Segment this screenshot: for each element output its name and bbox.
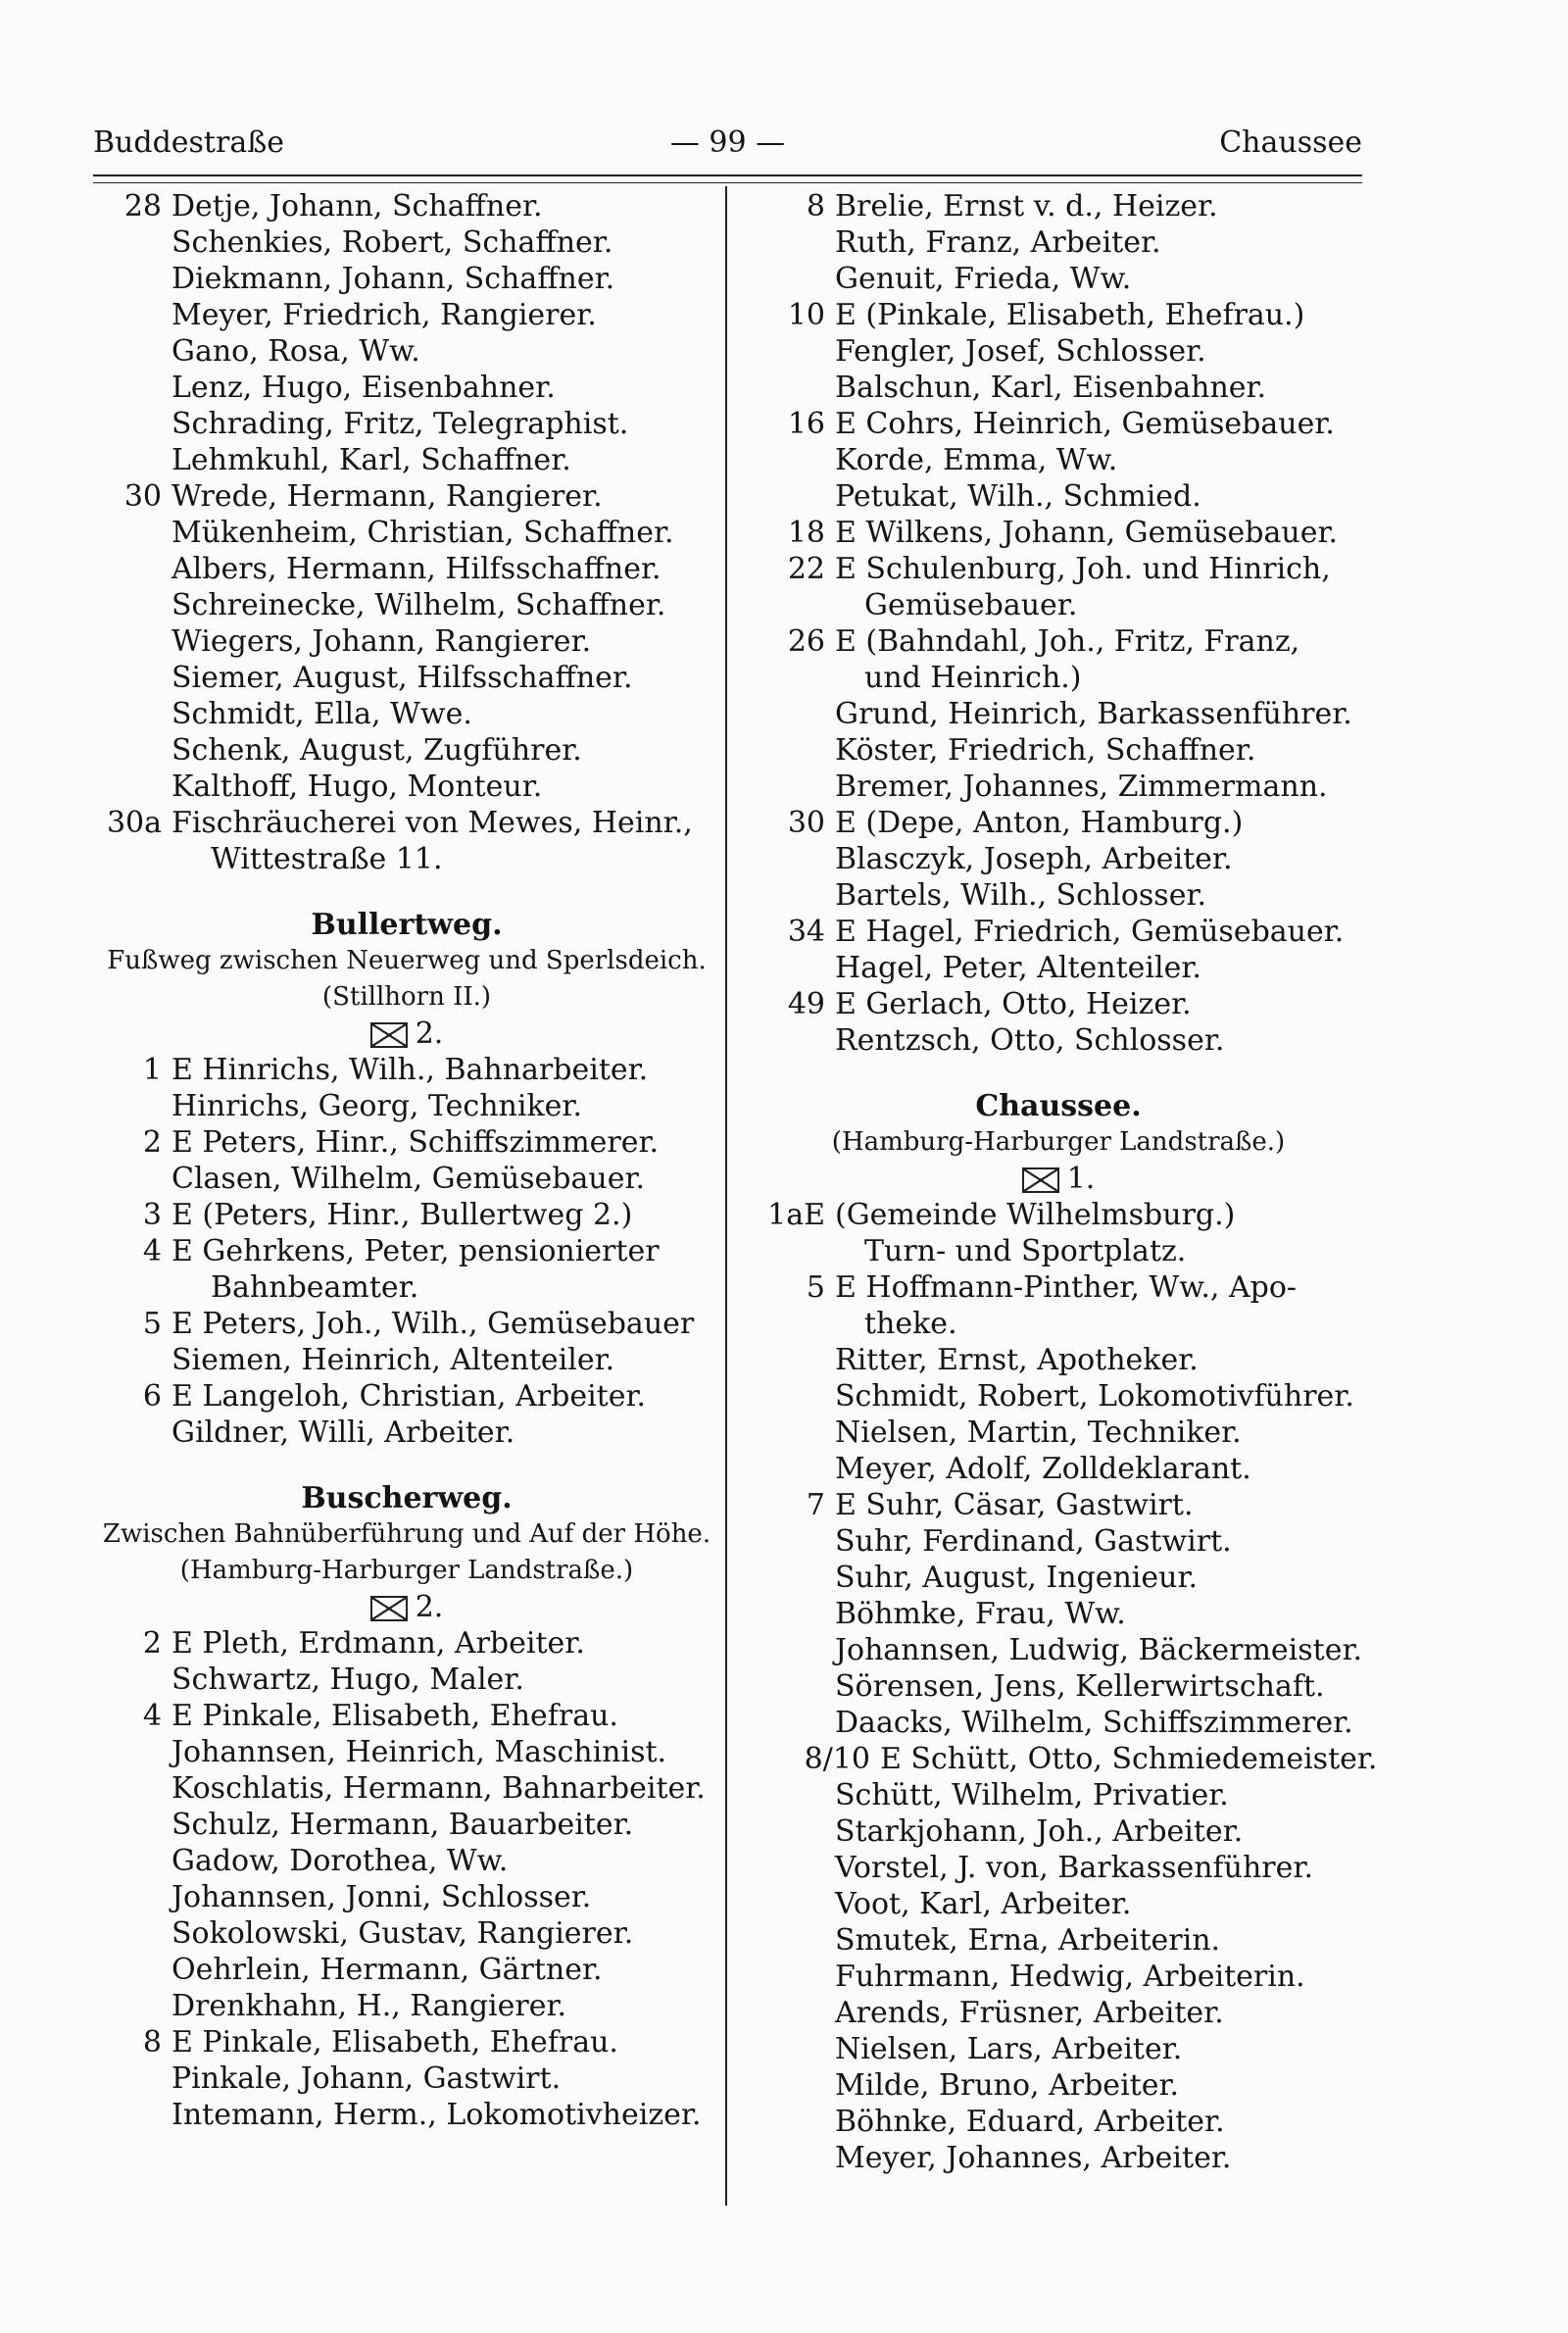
resident-entry: Arends, Früsner, Arbeiter. — [835, 1996, 1224, 2030]
resident-entry: Vorstel, J. von, Barkassenführer. — [835, 1851, 1313, 1885]
directory-entry — [93, 1879, 720, 1915]
directory-entry — [93, 1662, 720, 1698]
resident-entry: E (Bahndahl, Joh., Fritz, Franz, — [835, 624, 1300, 659]
directory-entry — [93, 2097, 720, 2133]
directory-entry — [755, 1378, 1362, 1415]
directory-entry — [93, 1269, 720, 1306]
directory-entry — [755, 515, 1362, 551]
directory-entry — [93, 261, 720, 297]
directory-entry — [93, 1124, 720, 1161]
directory-entry — [93, 769, 720, 805]
directory-entry — [93, 1952, 720, 1988]
house-number: 30 — [123, 479, 162, 514]
resident-entry: Voot, Karl, Arbeiter. — [835, 1887, 1132, 1921]
resident-entry: Ruth, Franz, Arbeiter. — [835, 225, 1161, 260]
directory-entry — [93, 805, 720, 841]
directory-entry — [755, 1596, 1362, 1632]
directory-entry — [755, 1668, 1362, 1705]
envelope-icon — [370, 1596, 408, 1621]
resident-entry: E Suhr, Cäsar, Gastwirt. — [835, 1488, 1194, 1522]
resident-entry: Genuit, Frieda, Ww. — [835, 262, 1132, 296]
house-number: 34 — [787, 915, 825, 949]
directory-entry — [755, 1197, 1362, 1233]
envelope-icon — [370, 1022, 408, 1048]
directory-entry — [755, 478, 1362, 515]
resident-entry: Suhr, Ferdinand, Gastwirt. — [835, 1524, 1232, 1559]
section-gap — [93, 877, 720, 907]
directory-entry — [755, 1777, 1362, 1813]
resident-entry: Clasen, Wilhelm, Gemüsebauer. — [172, 1162, 646, 1196]
directory-entry — [755, 1959, 1362, 1995]
directory-entry — [93, 1734, 720, 1770]
resident-entry: Bahnbeamter. — [211, 1270, 419, 1305]
resident-entry: Suhr, August, Ingenieur. — [835, 1561, 1199, 1595]
resident-entry: Detje, Johann, Schaffner. — [172, 189, 543, 223]
directory-entry — [93, 1233, 720, 1269]
directory-entry — [93, 188, 720, 224]
directory-entry — [93, 1698, 720, 1734]
directory-entry — [755, 877, 1362, 914]
directory-entry — [755, 188, 1362, 224]
postal-district-number: 1. — [1066, 1162, 1096, 1196]
envelope-icon — [1022, 1167, 1059, 1193]
resident-entry: theke. — [864, 1307, 957, 1341]
directory-entry — [93, 297, 720, 333]
house-number: 2 — [142, 1125, 162, 1160]
right-column — [755, 188, 1378, 2176]
directory-entry — [755, 1922, 1362, 1959]
house-number: 8 — [142, 2025, 162, 2060]
directory-entry — [755, 333, 1362, 370]
directory-entry — [93, 370, 720, 406]
directory-entry — [93, 1415, 720, 1451]
directory-entry — [755, 442, 1362, 478]
resident-entry: Wiegers, Johann, Rangierer. — [172, 624, 592, 659]
directory-entry — [755, 986, 1362, 1022]
street-heading: Bullertweg. — [311, 908, 503, 942]
directory-entry — [93, 442, 720, 478]
directory-entry — [93, 1807, 720, 1843]
directory-entry — [755, 950, 1362, 986]
postal-district — [755, 1161, 1362, 1197]
resident-entry: E Schulenburg, Joh. und Hinrich, — [835, 552, 1331, 586]
directory-entry — [93, 587, 720, 623]
directory-entry — [93, 696, 720, 732]
directory-entry — [755, 406, 1362, 442]
house-number: 22 — [787, 552, 825, 586]
directory-entry — [93, 406, 720, 442]
directory-entry — [755, 370, 1362, 406]
resident-entry: Meyer, Johannes, Arbeiter. — [835, 2141, 1232, 2175]
running-header — [93, 125, 1362, 174]
resident-entry: Gano, Rosa, Ww. — [172, 334, 420, 369]
house-number: 28 — [123, 189, 162, 223]
resident-entry: Albers, Hermann, Hilfsschaffner. — [172, 552, 662, 586]
directory-entry — [755, 2067, 1362, 2104]
resident-entry: E Pleth, Erdmann, Arbeiter. — [172, 1626, 585, 1661]
directory-entry — [755, 1705, 1362, 1741]
resident-entry: Hinrichs, Georg, Techniker. — [172, 1089, 582, 1123]
directory-entry — [755, 1342, 1362, 1378]
directory-entry — [755, 841, 1362, 877]
resident-entry: Meyer, Adolf, Zolldeklarant. — [835, 1452, 1251, 1486]
directory-entry — [755, 551, 1362, 587]
directory-entry — [93, 551, 720, 587]
directory-entry — [93, 1770, 720, 1807]
directory-entry — [93, 1378, 720, 1415]
resident-entry: Siemer, August, Hilfsschaffner. — [172, 661, 633, 695]
left-column — [93, 188, 720, 2133]
directory-entry — [755, 261, 1362, 297]
house-number: 3 — [142, 1198, 162, 1232]
directory-entry — [755, 696, 1362, 732]
resident-entry: Intemann, Herm., Lokomotivheizer. — [172, 2098, 702, 2132]
resident-entry: E Hoffmann-Pinther, Ww., Apo- — [835, 1270, 1298, 1305]
resident-entry: Fuhrmann, Hedwig, Arbeiterin. — [835, 1960, 1305, 1994]
resident-entry: Böhnke, Eduard, Arbeiter. — [835, 2105, 1225, 2139]
resident-entry: Böhmke, Frau, Ww. — [835, 1597, 1126, 1631]
directory-entry — [755, 1886, 1362, 1922]
directory-entry — [755, 660, 1362, 696]
directory-entry — [755, 1487, 1362, 1523]
resident-entry: E Pinkale, Elisabeth, Ehefrau. — [172, 1699, 618, 1733]
resident-entry: Oehrlein, Hermann, Gärtner. — [172, 1953, 603, 1987]
resident-entry: E Hinrichs, Wilh., Bahnarbeiter. — [172, 1053, 649, 1087]
directory-entry — [93, 1915, 720, 1952]
resident-entry: Fengler, Josef, Schlosser. — [835, 334, 1206, 369]
resident-entry: Grund, Heinrich, Barkassenführer. — [835, 697, 1352, 731]
directory-entry — [755, 1233, 1362, 1269]
directory-entry — [755, 1269, 1362, 1306]
resident-entry: Bartels, Wilh., Schlosser. — [835, 878, 1207, 913]
house-number: 2 — [142, 1626, 162, 1661]
resident-entry: Balschun, Karl, Eisenbahner. — [835, 371, 1267, 405]
directory-entry — [755, 623, 1362, 660]
directory-entry — [755, 587, 1362, 623]
resident-entry: Kalthoff, Hugo, Monteur. — [172, 769, 543, 804]
resident-entry: E Langeloh, Christian, Arbeiter. — [172, 1379, 647, 1414]
directory-entry — [755, 1523, 1362, 1560]
resident-entry: Wittestraße 11. — [211, 842, 443, 876]
directory-entry — [93, 732, 720, 769]
house-number: 49 — [787, 987, 825, 1021]
resident-entry: Pinkale, Johann, Gastwirt. — [172, 2061, 562, 2096]
resident-entry: E Wilkens, Johann, Gemüsebauer. — [835, 516, 1339, 550]
directory-entry — [755, 1813, 1362, 1850]
resident-entry: Rentzsch, Otto, Schlosser. — [835, 1023, 1225, 1058]
directory-entry — [93, 1052, 720, 1088]
resident-entry: Blasczyk, Joseph, Arbeiter. — [835, 842, 1233, 876]
directory-entry — [93, 841, 720, 877]
street-description: (Stillhorn II.) — [321, 982, 492, 1012]
house-number: 30 — [787, 806, 825, 840]
house-number: 4 — [142, 1234, 162, 1268]
resident-entry: Lehmkuhl, Karl, Schaffner. — [172, 443, 571, 477]
resident-entry: Smutek, Erna, Arbeiterin. — [835, 1923, 1221, 1958]
postal-district-number: 2. — [415, 1017, 444, 1051]
directory-entry — [755, 914, 1362, 950]
resident-entry: E Peters, Hinr., Schiffszimmerer. — [172, 1125, 660, 1160]
resident-entry: Schütt, Wilhelm, Privatier. — [835, 1778, 1229, 1812]
page-number: — 99 — — [669, 125, 786, 160]
directory-entry — [93, 1625, 720, 1662]
directory-entry — [93, 1988, 720, 2024]
directory-entry — [93, 333, 720, 370]
directory-entry — [755, 1451, 1362, 1487]
resident-entry: und Heinrich.) — [864, 661, 1082, 695]
resident-entry: Schmidt, Robert, Lokomotivführer. — [835, 1379, 1354, 1414]
resident-entry: Schrading, Fritz, Telegraphist. — [172, 407, 629, 441]
resident-entry: Schwartz, Hugo, Maler. — [172, 1663, 524, 1697]
directory-entry — [755, 1632, 1362, 1668]
house-number: 16 — [787, 407, 825, 441]
resident-entry: Meyer, Friedrich, Rangierer. — [172, 298, 597, 332]
resident-entry: Schenkies, Robert, Schaffner. — [172, 225, 613, 260]
directory-entry — [755, 769, 1362, 805]
house-number: 8/10 — [804, 1742, 870, 1776]
resident-entry: E Gehrkens, Peter, pensionierter — [172, 1234, 660, 1268]
directory-entry — [755, 2140, 1362, 2176]
header-left-street: Buddestraße — [93, 125, 284, 160]
resident-entry: Daacks, Wilhelm, Schiffszimmerer. — [835, 1706, 1353, 1740]
header-rule-thin — [93, 182, 1362, 183]
directory-entry — [93, 1197, 720, 1233]
resident-entry: Nielsen, Lars, Arbeiter. — [835, 2032, 1183, 2066]
resident-entry: Wrede, Hermann, Rangierer. — [172, 479, 603, 514]
directory-entry — [755, 1995, 1362, 2031]
house-number: 7 — [806, 1488, 825, 1522]
postal-district — [93, 1589, 720, 1625]
street-description: (Hamburg-Harburger Landstraße.) — [831, 1127, 1286, 1157]
directory-entry — [755, 224, 1362, 261]
resident-entry: Sörensen, Jens, Kellerwirtschaft. — [835, 1669, 1325, 1704]
resident-entry: Nielsen, Martin, Techniker. — [835, 1415, 1242, 1450]
directory-entry — [93, 1088, 720, 1124]
directory-entry — [755, 732, 1362, 769]
house-number: 10 — [787, 298, 825, 332]
resident-entry: Fischräucherei von Mewes, Heinr., — [172, 806, 693, 840]
section-gap — [755, 1059, 1362, 1088]
resident-entry: E Schütt, Otto, Schmiedemeister. — [880, 1742, 1378, 1776]
directory-entry — [755, 1415, 1362, 1451]
resident-entry: Schmidt, Ella, Wwe. — [172, 697, 472, 731]
directory-entry — [93, 478, 720, 515]
directory-entry — [93, 1306, 720, 1342]
house-number: 18 — [787, 516, 825, 550]
directory-entry — [93, 2024, 720, 2060]
resident-entry: Johannsen, Heinrich, Maschinist. — [172, 1735, 667, 1769]
directory-entry — [93, 623, 720, 660]
directory-entry — [755, 2031, 1362, 2067]
resident-entry: E (Pinkale, Elisabeth, Ehefrau.) — [835, 298, 1305, 332]
resident-entry: Schenk, August, Zugführer. — [172, 733, 582, 768]
header-right-street: Chaussee — [1219, 125, 1362, 160]
resident-entry: Turn- und Sportplatz. — [864, 1234, 1187, 1268]
resident-entry: Johannsen, Jonni, Schlosser. — [172, 1880, 592, 1914]
resident-entry: Starkjohann, Joh., Arbeiter. — [835, 1814, 1244, 1849]
directory-entry — [755, 1850, 1362, 1886]
house-number: 4 — [142, 1699, 162, 1733]
directory-entry — [755, 805, 1362, 841]
resident-entry: Johannsen, Ludwig, Bäckermeister. — [835, 1633, 1363, 1667]
resident-entry: E Pinkale, Elisabeth, Ehefrau. — [172, 2025, 618, 2060]
resident-entry: Gemüsebauer. — [864, 588, 1078, 622]
street-description: Fußweg zwischen Neuerweg und Sperlsdeich. — [107, 946, 707, 975]
house-number: 1 — [142, 1053, 162, 1087]
resident-entry: E (Depe, Anton, Hamburg.) — [835, 806, 1244, 840]
directory-entry — [93, 2060, 720, 2097]
resident-entry: Korde, Emma, Ww. — [835, 443, 1118, 477]
directory-entry — [93, 224, 720, 261]
directory-entry — [755, 2104, 1362, 2140]
header-rule — [93, 174, 1362, 176]
resident-entry: E (Peters, Hinr., Bullertweg 2.) — [172, 1198, 633, 1232]
directory-entry — [755, 1741, 1378, 1777]
resident-entry: Koschlatis, Hermann, Bahnarbeiter. — [172, 1771, 706, 1806]
resident-entry: Siemen, Heinrich, Altenteiler. — [172, 1343, 615, 1377]
house-number: 30a — [106, 806, 162, 840]
resident-entry: Köster, Friedrich, Schaffner. — [835, 733, 1256, 768]
resident-entry: Mükenheim, Christian, Schaffner. — [172, 516, 674, 550]
resident-entry: Hagel, Peter, Altenteiler. — [835, 951, 1201, 985]
resident-entry: Diekmann, Johann, Schaffner. — [172, 262, 615, 296]
resident-entry: Milde, Bruno, Arbeiter. — [835, 2068, 1180, 2103]
postal-district — [93, 1016, 720, 1052]
street-description: (Hamburg-Harburger Landstraße.) — [179, 1556, 634, 1585]
house-number: 5 — [806, 1270, 825, 1305]
directory-entry — [755, 1306, 1362, 1342]
street-heading: Chaussee. — [975, 1089, 1142, 1123]
house-number: 1aE — [767, 1198, 825, 1232]
resident-entry: E Gerlach, Otto, Heizer. — [835, 987, 1192, 1021]
resident-entry: Lenz, Hugo, Eisenbahner. — [172, 371, 556, 405]
resident-entry: Sokolowski, Gustav, Rangierer. — [172, 1916, 634, 1951]
street-description: Zwischen Bahnüberführung und Auf der Höhe. — [102, 1519, 711, 1549]
directory-entry — [93, 1161, 720, 1197]
directory-entry — [93, 515, 720, 551]
resident-entry: Schreinecke, Wilhelm, Schaffner. — [172, 588, 666, 622]
resident-entry: E Hagel, Friedrich, Gemüsebauer. — [835, 915, 1345, 949]
house-number: 6 — [142, 1379, 162, 1414]
resident-entry: Petukat, Wilh., Schmied. — [835, 479, 1201, 514]
directory-entry — [755, 297, 1362, 333]
postal-district-number: 2. — [415, 1590, 444, 1624]
resident-entry: Schulz, Hermann, Bauarbeiter. — [172, 1808, 634, 1842]
directory-entry — [93, 1342, 720, 1378]
street-heading: Buscherweg. — [301, 1481, 513, 1515]
resident-entry: Brelie, Ernst v. d., Heizer. — [835, 189, 1218, 223]
resident-entry: E Cohrs, Heinrich, Gemüsebauer. — [835, 407, 1335, 441]
directory-entry — [93, 1843, 720, 1879]
resident-entry: (Gemeinde Wilhelmsburg.) — [835, 1198, 1236, 1232]
resident-entry: Ritter, Ernst, Apotheker. — [835, 1343, 1199, 1377]
column-divider — [725, 186, 727, 2206]
house-number: 8 — [806, 189, 825, 223]
directory-entry — [755, 1560, 1362, 1596]
directory-entry — [755, 1022, 1362, 1059]
resident-entry: Bremer, Johannes, Zimmermann. — [835, 769, 1328, 804]
resident-entry: Drenkhahn, H., Rangierer. — [172, 1989, 567, 2023]
house-number: 5 — [142, 1307, 162, 1341]
resident-entry: E Peters, Joh., Wilh., Gemüsebauer — [172, 1307, 695, 1341]
resident-entry: Gildner, Willi, Arbeiter. — [172, 1415, 515, 1450]
section-gap — [93, 1451, 720, 1480]
house-number: 26 — [787, 624, 825, 659]
directory-entry — [93, 660, 720, 696]
resident-entry: Gadow, Dorothea, Ww. — [172, 1844, 509, 1878]
